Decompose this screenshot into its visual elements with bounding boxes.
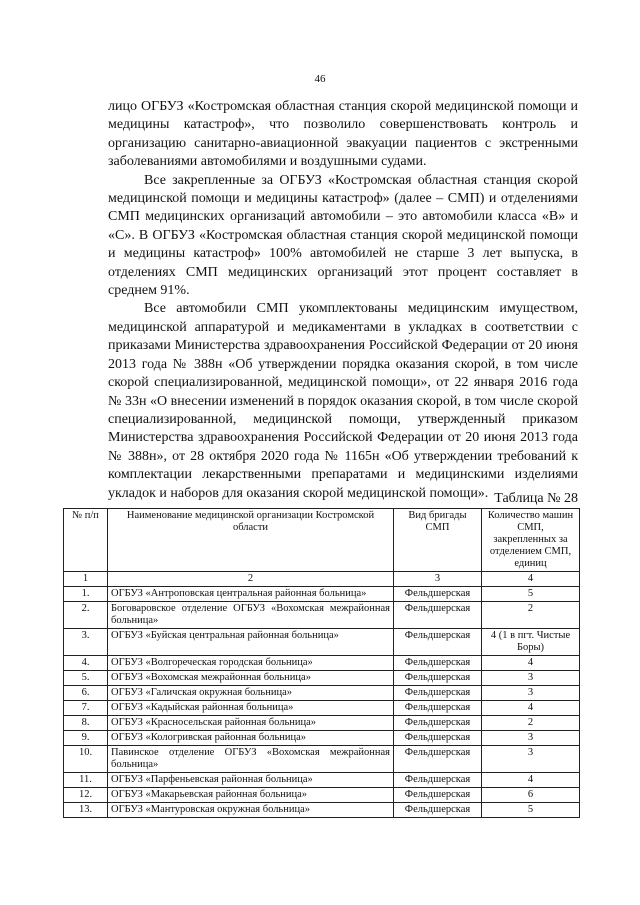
brigade-type: Фельдшерская <box>394 716 482 731</box>
organization-name: ОГБУЗ «Буйская центральная районная больница» <box>108 629 394 656</box>
row-number: 7. <box>64 701 108 716</box>
column-index-row <box>64 572 580 587</box>
table-row <box>64 803 580 818</box>
vehicle-count: 4 <box>482 656 580 671</box>
organization-name: ОГБУЗ «Макарьевская районная больница» <box>108 788 394 803</box>
brigade-type: Фельдшерская <box>394 731 482 746</box>
organization-name: ОГБУЗ «Мантуровская окружная больница» <box>108 803 394 818</box>
row-number: 4. <box>64 656 108 671</box>
table-row <box>64 731 580 746</box>
table-header-row <box>64 509 580 572</box>
brigade-type: Фельдшерская <box>394 803 482 818</box>
row-number: 10. <box>64 746 108 773</box>
organization-name: ОГБУЗ «Волгореческая городская больница» <box>108 656 394 671</box>
brigade-type: Фельдшерская <box>394 656 482 671</box>
brigade-type: Фельдшерская <box>394 788 482 803</box>
vehicle-count: 6 <box>482 788 580 803</box>
brigade-type: Фельдшерская <box>394 671 482 686</box>
brigade-type: Фельдшерская <box>394 629 482 656</box>
row-number: 9. <box>64 731 108 746</box>
row-number: 1. <box>64 587 108 602</box>
table-row <box>64 788 580 803</box>
table-row <box>64 716 580 731</box>
table-row <box>64 773 580 788</box>
vehicle-count: 3 <box>482 671 580 686</box>
table-caption: Таблица № 28 <box>494 491 578 506</box>
column-index: 4 <box>482 572 580 587</box>
table-row <box>64 587 580 602</box>
table-row <box>64 671 580 686</box>
organization-name: ОГБУЗ «Антроповская центральная районная больница» <box>108 587 394 602</box>
organization-name: ОГБУЗ «Парфеньевская районная больница» <box>108 773 394 788</box>
vehicle-count: 3 <box>482 686 580 701</box>
organization-name: ОГБУЗ «Кадыйская районная больница» <box>108 701 394 716</box>
vehicle-count: 3 <box>482 731 580 746</box>
table-row <box>64 746 580 773</box>
organization-name: ОГБУЗ «Красносельская районная больница» <box>108 716 394 731</box>
vehicle-count: 4 <box>482 701 580 716</box>
paragraph-1: лицо ОГБУЗ «Костромская областная станция скорой медицинской помощи и медицины катастроф», что позволило совершенствовать контроль и организацию санитарно-авиационной эвакуации пациентов с экстренными заболеваниями автомобилями и воздушными судами. <box>108 99 578 170</box>
table-row <box>64 602 580 629</box>
table-row <box>64 701 580 716</box>
vehicle-count: 2 <box>482 716 580 731</box>
header-count: Количество машин СМП, закрепленных за отделением СМП, единиц <box>482 509 580 572</box>
brigade-type: Фельдшерская <box>394 773 482 788</box>
row-number: 6. <box>64 686 108 701</box>
row-number: 11. <box>64 773 108 788</box>
column-index: 2 <box>108 572 394 587</box>
body-text <box>108 98 578 503</box>
organization-name: ОГБУЗ «Галичская окружная больница» <box>108 686 394 701</box>
column-index: 3 <box>394 572 482 587</box>
row-number: 5. <box>64 671 108 686</box>
brigade-type: Фельдшерская <box>394 587 482 602</box>
vehicle-count: 4 (1 в пгт. Чистые Боры) <box>482 629 580 656</box>
brigade-type: Фельдшерская <box>394 602 482 629</box>
table-row <box>64 656 580 671</box>
vehicle-count: 3 <box>482 746 580 773</box>
row-number: 3. <box>64 629 108 656</box>
header-type: Вид бригады СМП <box>394 509 482 572</box>
brigade-type: Фельдшерская <box>394 746 482 773</box>
header-name: Наименование медицинской организации Костромской области <box>108 509 394 572</box>
header-num: № п/п <box>64 509 108 572</box>
table-row <box>64 629 580 656</box>
table-body <box>64 572 580 818</box>
column-index: 1 <box>64 572 108 587</box>
organizations-table <box>63 508 580 818</box>
vehicle-count: 2 <box>482 602 580 629</box>
brigade-type: Фельдшерская <box>394 701 482 716</box>
organization-name: ОГБУЗ «Кологривская районная больница» <box>108 731 394 746</box>
organization-name: Павинское отделение ОГБУЗ «Вохомская межрайонная больница» <box>108 746 394 773</box>
vehicle-count: 5 <box>482 803 580 818</box>
table-row <box>64 686 580 701</box>
row-number: 2. <box>64 602 108 629</box>
vehicle-count: 4 <box>482 773 580 788</box>
row-number: 13. <box>64 803 108 818</box>
paragraph-3: Все автомобили СМП укомплектованы медицинским имуществом, медицинской аппаратурой и медикаментами в укладках в соответствии с приказами Министерства здравоохранения Российской Федерации от 20 июня 2013 года № 388н «Об утверждении порядка оказания скорой, в том числе скорой специализированной, медицинской помощи», от 22 января 2016 года № 33н «О внесении изменений в порядок оказания скорой, в том числе скорой специализированной, медицинской помощи, утвержденный приказом Министерства здравоохранения Российской Федерации от 20 июня 2013 года № 388н», от 28 октября 2020 года № 1165н «Об утверждении требований к комплектации лекарственными препаратами и медицинскими изделиями укладок и наборов для оказания скорой медицинской помощи». <box>108 301 578 501</box>
organization-name: ОГБУЗ «Вохомская межрайонная больница» <box>108 671 394 686</box>
brigade-type: Фельдшерская <box>394 686 482 701</box>
paragraph-2: Все закрепленные за ОГБУЗ «Костромская областная станция скорой медицинской помощи и медицины катастроф» (далее – СМП) и отделениями СМП медицинских организаций автомобили – это автомобили класса «В» и «С». В ОГБУЗ «Костромская областная станция скорой медицинской помощи и медицины катастроф» 100% автомобилей не старше 3 лет выпуска, в отделениях СМП медицинских организаций этот процент составляет в среднем 91%. <box>108 172 578 299</box>
organization-name: Боговаровское отделение ОГБУЗ «Вохомская межрайонная больница» <box>108 602 394 629</box>
row-number: 8. <box>64 716 108 731</box>
vehicle-count: 5 <box>482 587 580 602</box>
row-number: 12. <box>64 788 108 803</box>
page-number: 46 <box>314 73 326 85</box>
